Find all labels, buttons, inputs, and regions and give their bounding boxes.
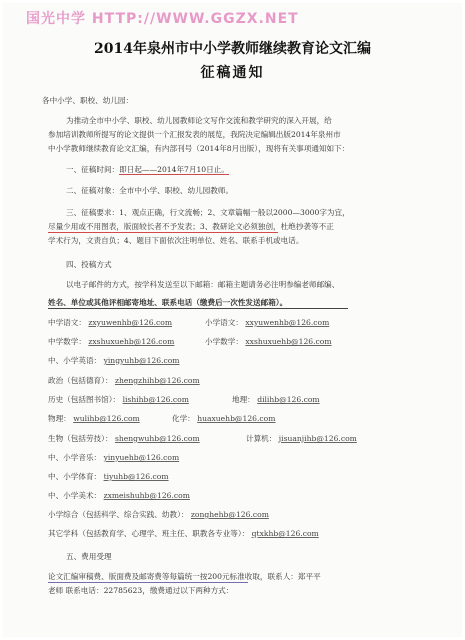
email-row-right	[246, 434, 357, 444]
fees-text-1: 论文汇编审稿费、版面费及邮寄费等每篇统一按200元标准收取，联系人：郑平平	[48, 572, 321, 581]
section-fees-title: 五、费用受理	[66, 552, 112, 561]
email-link[interactable]: jisuanjihb@126.com	[278, 434, 357, 443]
subject-label: 中、小学英语：	[48, 356, 102, 365]
email-row	[48, 337, 174, 347]
item-requirements-3: 学术行为，文责自负；4、题目下面依次注明单位、姓名、联系手机或电话。	[48, 236, 304, 245]
subject-label: 中学数学：	[48, 337, 86, 346]
email-row	[48, 491, 190, 501]
item-deadline-value: 即日起——2014年7月10日止。	[119, 165, 229, 174]
item-audience: 二、征稿对象：全市中小学、职校、幼儿园教师。	[66, 186, 234, 195]
email-row	[48, 318, 172, 328]
greeting: 各中小学、职校、幼儿园：	[42, 96, 134, 105]
subject-label: 中、小学体育：	[48, 472, 102, 481]
email-row	[48, 395, 189, 405]
email-link[interactable]: lishihb@126.com	[122, 395, 189, 404]
email-link[interactable]: xxyuwenhb@126.com	[245, 318, 330, 327]
email-link[interactable]: zxmeishuhb@126.com	[103, 491, 190, 500]
email-row-right	[232, 395, 320, 405]
subject-label: 生物（包括劳技）：	[48, 434, 113, 443]
subject-label: 中、小学音乐：	[48, 453, 102, 462]
submission-underline	[48, 308, 348, 309]
email-link[interactable]: zxyuwenhb@126.com	[88, 318, 173, 327]
subject-label: 地理：	[232, 395, 255, 404]
email-row	[48, 510, 269, 520]
email-link[interactable]: zonghehb@126.com	[190, 510, 269, 519]
document-subtitle: 征稿通知	[200, 65, 265, 81]
subject-label: 计算机：	[246, 434, 277, 443]
email-row-right	[205, 318, 329, 328]
subject-label: 小学数学：	[205, 337, 243, 346]
subject-label: 政治（包括德育）：	[48, 376, 113, 385]
subject-label: 小学综合（包括科学、综合实践、幼教）：	[48, 510, 189, 519]
email-link[interactable]: tiyuhb@126.com	[103, 472, 169, 481]
subject-label: 化学：	[172, 414, 195, 423]
subject-label: 其它学科（包括教育学、心理学、班主任、职教各专业等）：	[48, 529, 250, 538]
email-link[interactable]: xxshuxuehb@126.com	[245, 337, 332, 346]
intro-line-3: 中小学教师继续教育论文汇编，有内部刊号（2014年8月出版），现将有关事项通知如下：	[48, 144, 350, 153]
requirements-underline	[48, 232, 278, 233]
email-link[interactable]: huaxuehb@126.com	[197, 414, 276, 423]
intro-line-1: 为推动全市中小学、职校、幼儿园教师论文写作交流和教学研究的深入开展，给	[66, 116, 332, 125]
subject-label: 中、小学美术：	[48, 491, 102, 500]
email-link[interactable]: wulihb@126.com	[73, 414, 140, 423]
fees-underline	[48, 582, 248, 583]
email-row	[48, 434, 200, 444]
subject-label: 物理：	[48, 414, 71, 423]
email-row	[48, 529, 319, 539]
document-title: 2014年泉州市中小学教师继续教育论文汇编	[94, 41, 371, 57]
section-submission-title: 四、投稿方式	[66, 260, 112, 269]
item-deadline-label: 一、征稿时间：	[66, 165, 120, 174]
fees-text-2: 老师 联系电话：22785623，缴费通过以下两种方式：	[48, 586, 234, 595]
item-requirements-2: 尽量少用或不用图表，版面较长者不予发表；3、教研论文必须独创，杜绝抄袭等不正	[48, 222, 334, 231]
email-row	[48, 376, 200, 386]
email-link[interactable]: dilihb@126.com	[257, 395, 320, 404]
intro-line-2: 参加培训教师所提写的论文提供一个汇报发表的展览，我院决定编辑出版2014年泉州市	[48, 130, 341, 139]
item-requirements-1: 三、征稿要求：1、观点正确，行文流畅；2、文章篇幅一般以2000—3000字为宜，	[66, 208, 350, 217]
watermark: 国光中学 HTTP://WWW.GGZX.NET	[26, 11, 299, 27]
submission-text-2: 姓名、单位或其他评相邮寄地址、联系电话（缴费后一次性发送邮箱）。	[48, 298, 288, 307]
submission-text-1: 以电子邮件的方式，按学科发送至以下邮箱：邮箱主题请务必注明参编老师邮编、	[66, 280, 340, 289]
email-row	[48, 472, 169, 482]
email-row	[48, 453, 179, 463]
email-row	[48, 414, 140, 424]
email-link[interactable]: zhengzhihb@126.com	[114, 376, 200, 385]
email-row	[48, 356, 180, 366]
email-link[interactable]: shengwuhb@126.com	[114, 434, 200, 443]
subject-label: 小学语文：	[205, 318, 243, 327]
email-link[interactable]: yingyuhb@126.com	[103, 356, 180, 365]
email-row-right	[205, 337, 332, 347]
email-link[interactable]: zxshuxuehb@126.com	[88, 337, 175, 346]
item-deadline	[66, 165, 229, 175]
subject-label: 历史（包括图书馆）：	[48, 395, 121, 404]
email-link[interactable]: qtxkhb@126.com	[251, 529, 319, 538]
email-link[interactable]: yinyuehb@126.com	[103, 453, 180, 462]
subject-label: 中学语文：	[48, 318, 86, 327]
email-row-right	[172, 414, 275, 424]
